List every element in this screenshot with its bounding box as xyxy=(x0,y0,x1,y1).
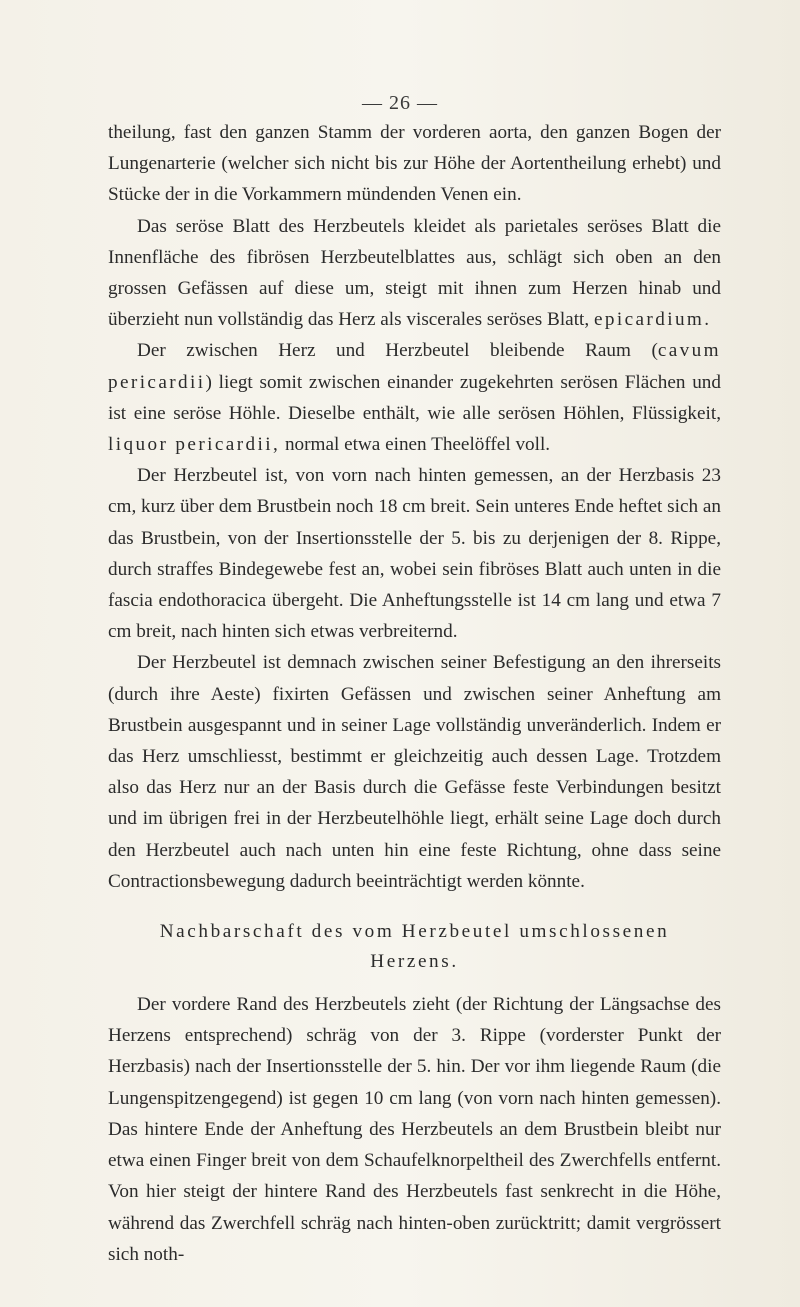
term-epicardium: epicardium. xyxy=(593,309,712,331)
paragraph-fixation: Der Herzbeutel ist demnach zwischen seiner Befestigung an den ihrerseits (durch ihre Aeste) fixirten Gefässen und zwischen seiner Anheftung am Brustbein ausgespannt und in seiner Lage vollständig unveränderlich. Indem er das Herz umschliesst, bestimmt er gleichzeitig auch dessen Lage. Trotzdem also das Herz nur an der Basis durch die Gefässe feste Verbindungen besitzt und im übrigen frei in der Herzbeutelhöhle liegt, erhält seine Lage doch durch den Herzbeutel auch nach unten hin eine feste Richtung, ohne dass seine Contractionsbewegung dadurch beeinträchtigt werden könnte. xyxy=(108,652,721,892)
paragraph-measurements: Der Herzbeutel ist, von vorn nach hinten gemessen, an der Herzbasis 23 cm, kurz über dem Brustbein noch 18 cm breit. Sein unteres Ende heftet sich an das Brustbein, von der Insertionsstelle der 5. bis zu derjenigen der 8. Rippe, durch straffes Bindegewebe fest an, wobei sein fibröses Blatt auch unten in die fascia endothoracica übergeht. Die Anheftungsstelle ist 14 cm lang und etwa 7 cm breit, nach hinten sich etwas verbreiternd. xyxy=(108,465,721,643)
paragraph-text: ) liegt somit zwischen einander zugekehrten serösen Flächen und ist eine seröse Höhle. Dieselbe enthält, wie alle serösen Höhlen, Flüssigkeit, xyxy=(108,371,721,424)
paragraph-text: Der zwischen Herz und Herzbeutel bleibende Raum ( xyxy=(137,340,658,362)
paragraph-seroses-blatt xyxy=(108,211,721,336)
paragraph-continuation: theilung, fast den ganzen Stamm der vorderen aorta, den ganzen Bogen der Lungenarterie (welcher sich nicht bis zur Höhe der Aortentheilung erhebt) und Stücke der in die Vorkammern mündenden Venen ein. xyxy=(108,122,721,206)
paragraph-text: normal etwa einen Theelöffel voll. xyxy=(284,434,551,456)
paragraph-text: Das seröse Blatt des Herzbeutels kleidet als parietales seröses Blatt die Innenfläche des fibrösen Herzbeutelblattes aus, schlägt sich oben an den grossen Gefässen auf diese um, steigt mit ihnen zum Herzen hinab und überzieht nun vollständig das Herz als viscerales seröses Blatt, xyxy=(108,215,721,331)
section-heading-line-1: Nachbarschaft des vom Herzbeutel umschlossenen xyxy=(159,921,670,943)
term-cavum-pericardii: cavum pericardii xyxy=(108,340,721,393)
section-heading xyxy=(108,917,721,977)
body-text xyxy=(108,117,721,1270)
page-number: — 26 — xyxy=(362,92,438,114)
term-liquor-pericardii: liquor pericardii, xyxy=(108,434,281,456)
paragraph-cavum-pericardii xyxy=(108,335,721,460)
paragraph-nachbarschaft: Der vordere Rand des Herzbeutels zieht (der Richtung der Längsachse des Herzens entsprechend) schräg von der 3. Rippe (vorderster Punkt der Herzbasis) nach der Insertionsstelle der 5. hin. Der vor ihm liegende Raum (die Lungenspitzengegend) ist gegen 10 cm lang (von vorn nach hinten gemessen). Das hintere Ende der Anheftung des Herzbeutels an dem Brustbein bleibt nur etwa einen Finger breit von dem Schaufelknorpeltheil des Zwerchfells entfernt. Von hier steigt der hintere Rand des Herzbeutels fast senkrecht in die Höhe, während das Zwerchfell schräg nach hinten-oben zurücktritt; damit vergrössert sich noth- xyxy=(108,994,721,1265)
section-heading-line-2: Herzens. xyxy=(370,951,459,973)
